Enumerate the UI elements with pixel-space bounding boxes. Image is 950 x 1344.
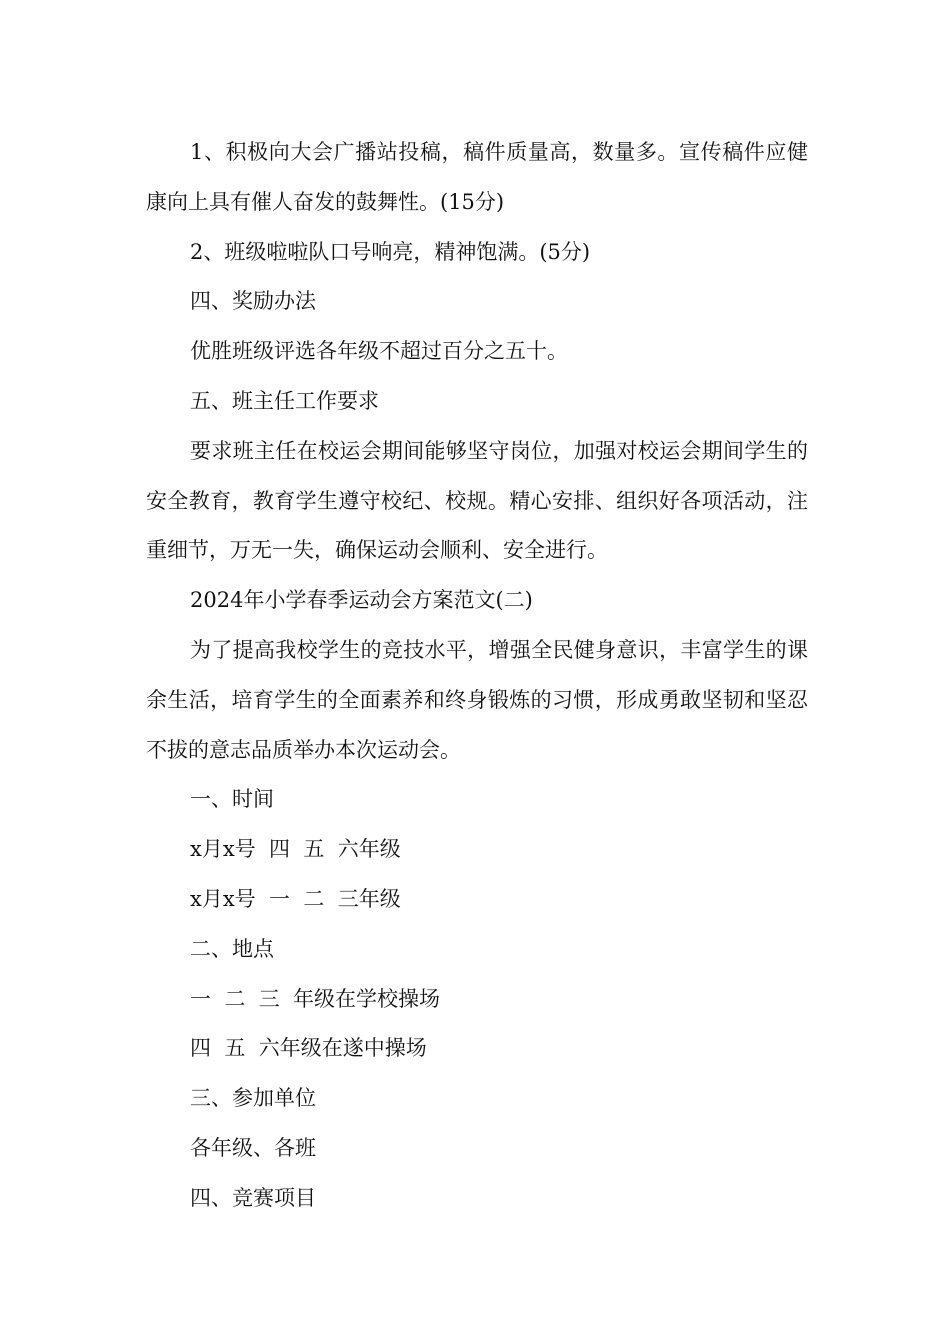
document-subtitle: 2024年小学春季运动会方案范文(二) [190,588,533,613]
section-heading-teacher-requirements: 五、班主任工作要求 [190,388,379,413]
paragraph-2: 2、班级啦啦队口号响亮，精神饱满。(5分) [190,239,591,264]
section-heading-time: 一、时间 [190,787,274,812]
paragraph-1: 1、积极向大会广播站投稿，稿件质量高，数量多。宣传稿件应健康向上具有催人奋发的鼓舞性。(15分) [146,140,808,214]
section-heading-location: 二、地点 [190,936,274,961]
paragraph-3: 优胜班级评选各年级不超过百分之五十。 [190,339,568,364]
document-body [146,128,808,1224]
section-heading-participants: 三、参加单位 [190,1086,316,1111]
paragraph-location-2: 四 五 六年级在遂中操场 [190,1036,427,1061]
paragraph-time-1: x月x号 四 五 六年级 [190,837,401,862]
paragraph-4: 要求班主任在校运会期间能够坚守岗位，加强对校运会期间学生的安全教育，教育学生遵守校纪、校规。精心安排、组织好各项活动，注重细节，万无一失，确保运动会顺利、安全进行。 [146,438,808,563]
paragraph-participants: 各年级、各班 [190,1135,316,1160]
paragraph-5: 为了提高我校学生的竞技水平，增强全民健身意识，丰富学生的课余生活，培育学生的全面素养和终身锻炼的习惯，形成勇敢坚韧和坚忍不拔的意志品质举办本次运动会。 [146,637,808,762]
section-heading-events: 四、竞赛项目 [190,1185,316,1210]
paragraph-location-1: 一 二 三 年级在学校操场 [190,986,441,1011]
paragraph-time-2: x月x号 一 二 三年级 [190,886,401,911]
section-heading-reward: 四、奖励办法 [190,289,316,314]
